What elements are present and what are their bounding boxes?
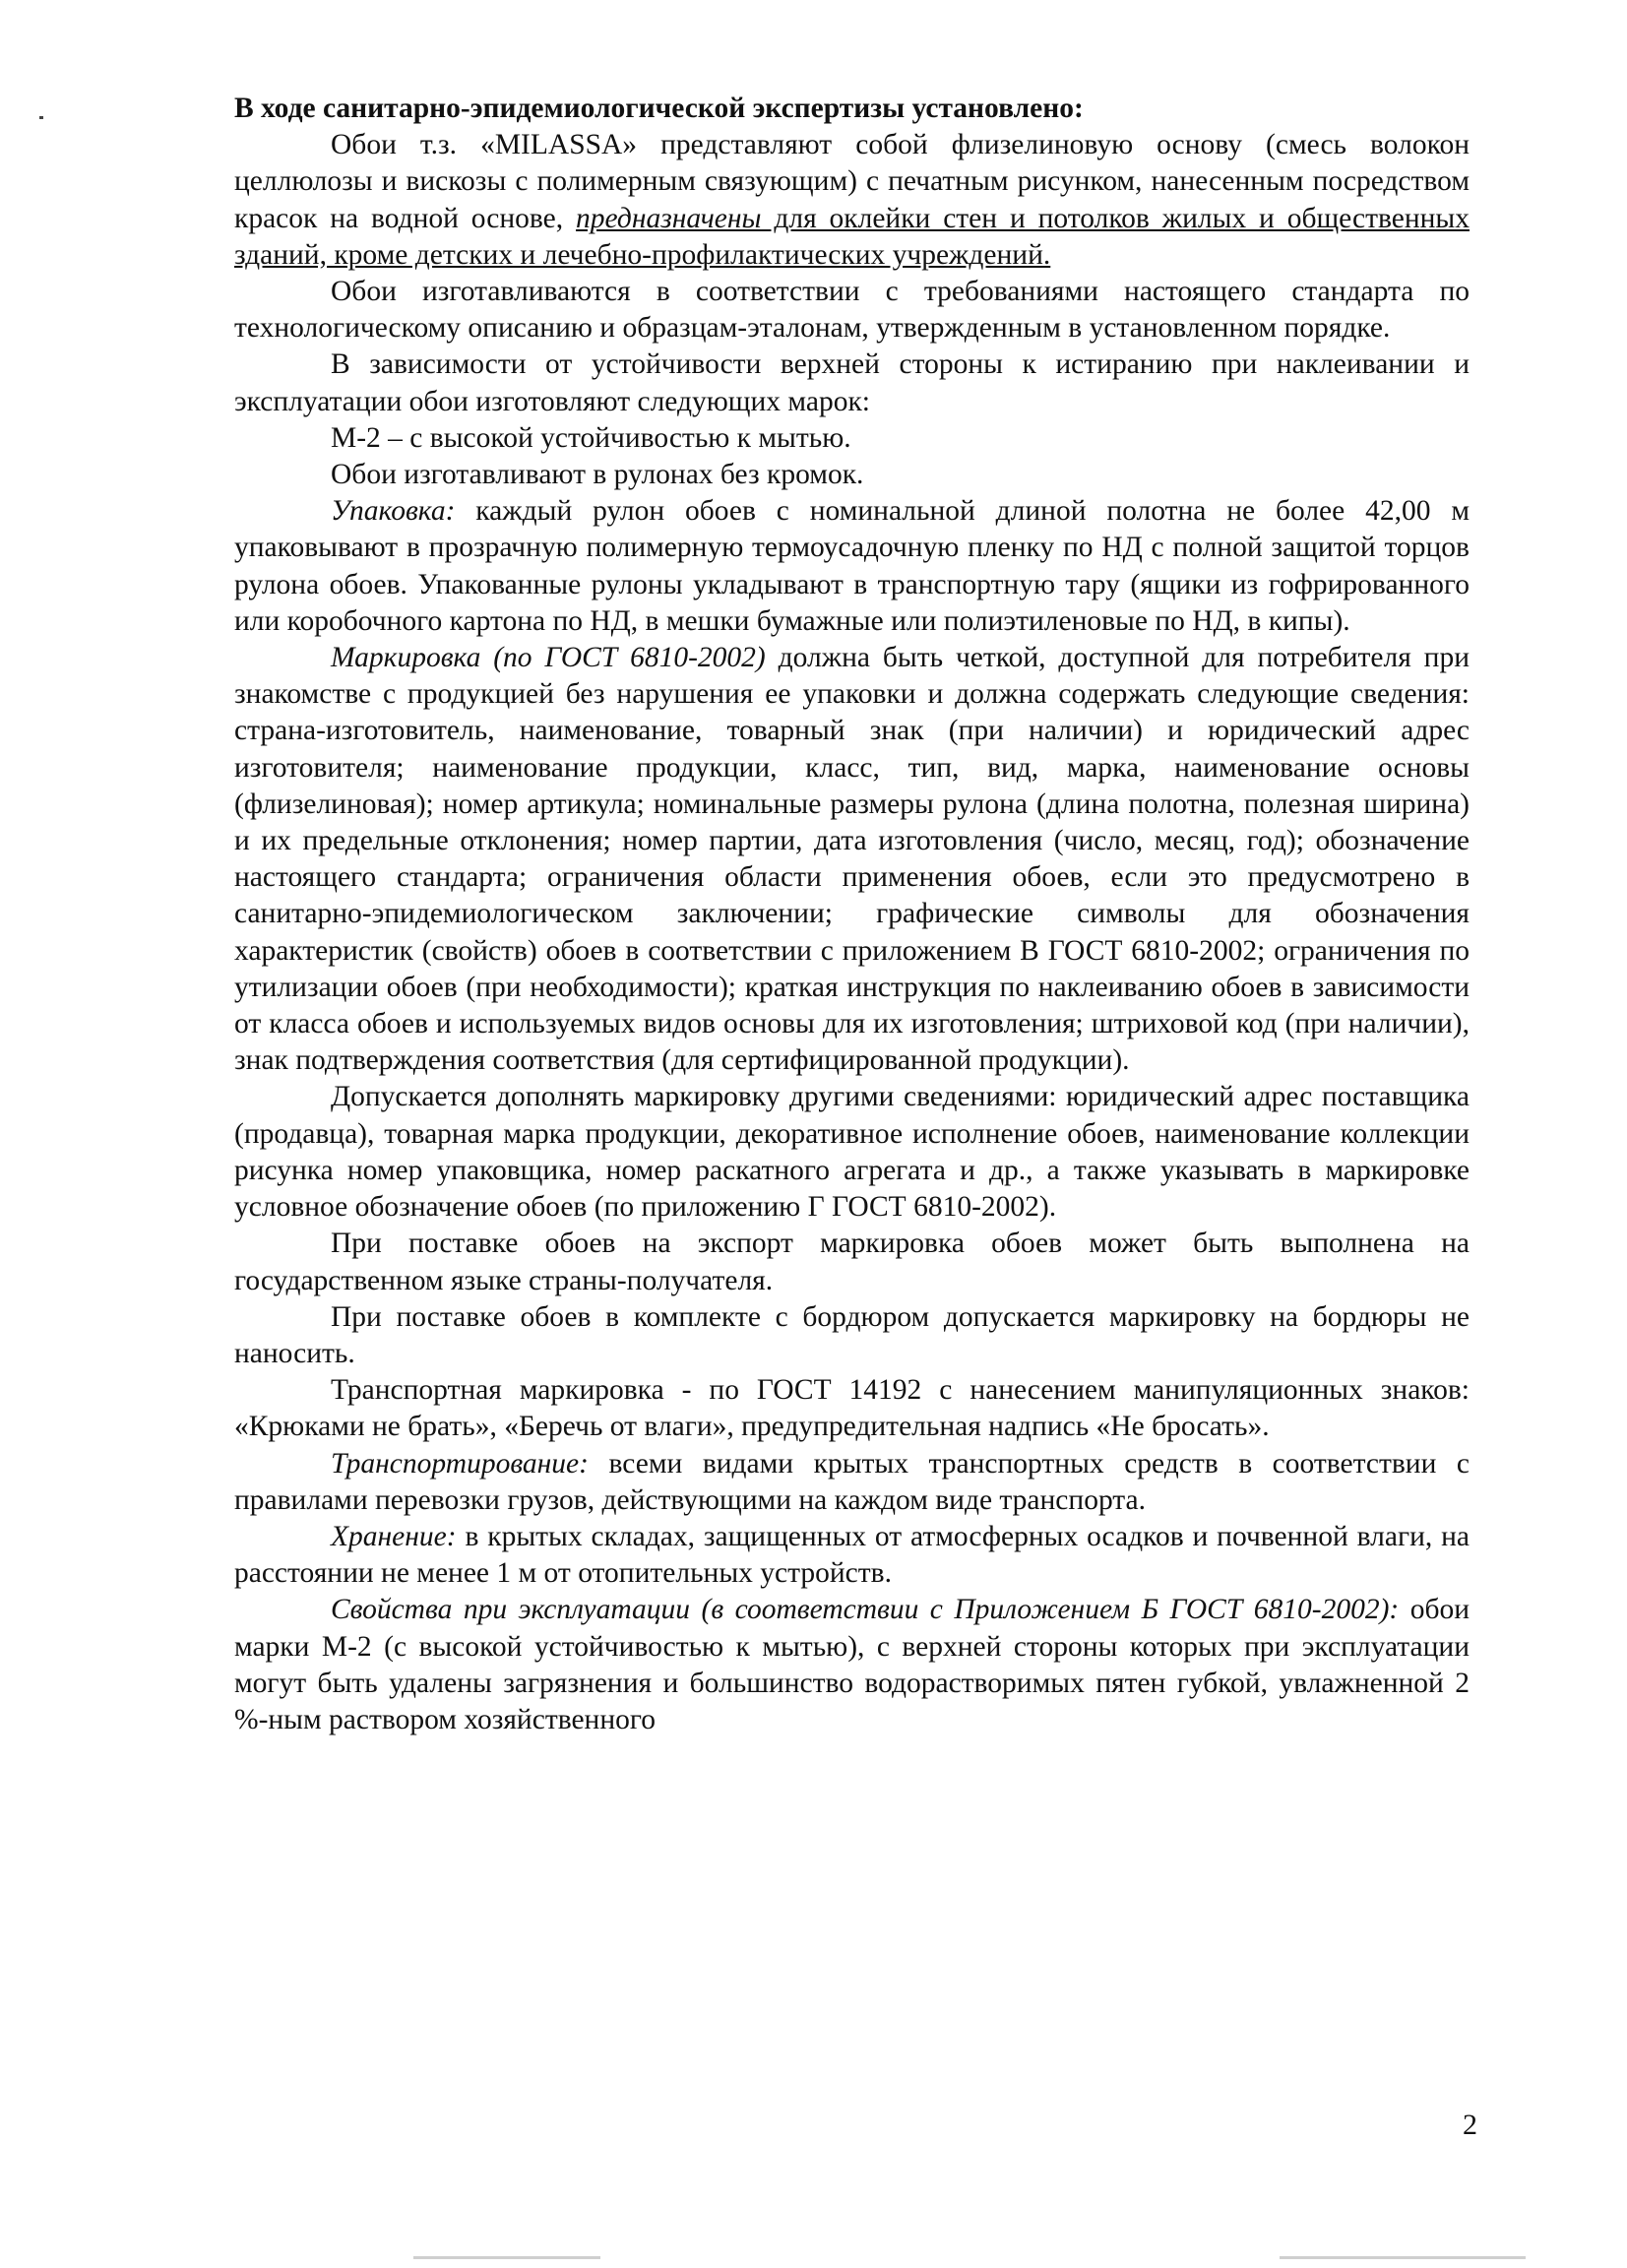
product-description-text: Обои т.з. «MILASSA» представляют собой флизелиновую основу (смесь волокон целлюлозы и вискозы с полимерным связующим) с печатным рисунком, нанесенным посредством красок на водной основе, <box>234 129 1470 234</box>
packaging-label: Упаковка: <box>331 495 456 528</box>
paragraph-packaging <box>234 493 1470 640</box>
paragraph-grades-intro: В зависимости от устойчивости верхней стороны к истиранию при наклеивании и эксплуатации обои изготовляют следующих марок: <box>234 348 1470 417</box>
scan-edge-noise <box>413 2256 600 2259</box>
scan-edge-noise <box>1280 2256 1526 2259</box>
transportation-text: всеми видами крытых транспортных средств в соответствии с правилами перевозки грузов, действующими на каждом виде транспорта. <box>234 1447 1470 1516</box>
purpose-underlined: для оклейки стен и потолков жилых и общественных зданий, кроме детских и лечебно-профилактических учреждений. <box>234 202 1470 271</box>
paragraph-rolls: Обои изготавливают в рулонах без кромок. <box>331 459 864 491</box>
paragraph-export: При поставке обоев на экспорт маркировка обоев может быть выполнена на государственном языке страны-получателя. <box>234 1228 1470 1296</box>
paragraph-border: При поставке обоев в комплекте с бордюром допускается маркировку на бордюры не наносить. <box>234 1300 1470 1369</box>
storage-text: в крытых складах, защищенных от атмосферных осадков и почвенной влаги, на расстоянии не менее 1 м от отопительных устройств. <box>234 1520 1470 1590</box>
paragraph-marking <box>234 640 1470 1079</box>
paragraph-grade-m2: М-2 – с высокой устойчивостью к мытью. <box>331 421 851 454</box>
marking-text: должна быть четкой, доступной для потребителя при знакомстве с продукцией без нарушения ее упаковки и должна содержать следующие сведения: страна-изготовитель, наименование, товарный знак (при наличии) и юридический адрес изготовителя; наименование продукции, класс, тип, вид, марка, наименование основы (флизелиновая); номер артикула; номинальные размеры рулона (длина полотна, полезная ширина) и их предельные отклонения; номер партии, дата изготовления (число, месяц, год); обозначение настоящего стандарта; ограничения области применения обоев, если это предусмотрено в санитарно-эпидемиологическом заключении; графические символы для обозначения характеристик (свойств) обоев в соответствии с приложением В ГОСТ 6810-2002; ограничения по утилизации обоев (при необходимости); краткая инструкция по наклеиванию обоев в зависимости от класса обоев и используемых видов основы для их изготовления; штриховой код (при наличии), знак подтверждения соответствия (для сертифицированной продукции). <box>234 642 1470 1077</box>
properties-label: Свойства при эксплуатации (в соответствии с Приложением Б ГОСТ 6810-2002): <box>331 1594 1400 1626</box>
paragraph-transportation <box>234 1446 1470 1519</box>
paragraph-transport-marking: Транспортная маркировка - по ГОСТ 14192 с нанесением манипуляционных знаков: «Крюками не брать», «Беречь от влаги», предупредительная надпись «Не бросать». <box>234 1374 1470 1443</box>
purpose-emphasis: предназначены <box>576 202 762 234</box>
scan-speck <box>39 116 43 119</box>
marking-label: Маркировка (по ГОСТ 6810-2002) <box>331 642 766 674</box>
transportation-label: Транспортирование: <box>331 1447 589 1480</box>
paragraph-properties <box>234 1592 1470 1738</box>
paragraph-manufacturing: Обои изготавливаются в соответствии с требованиями настоящего стандарта по технологическому описанию и образцам-эталонам, утвержденным в установленном порядке. <box>234 276 1470 345</box>
storage-label: Хранение: <box>331 1520 457 1552</box>
document-body <box>234 91 1470 1738</box>
paragraph-additional-marking: Допускается дополнять маркировку другими сведениями: юридический адрес поставщика (продавца), товарная марка продукции, декоративное исполнение обоев, наименование коллекции рисунка номер упаковщика, номер раскатного агрегата и др., а также указывать в маркировке условное обозначение обоев (по приложению Г ГОСТ 6810-2002). <box>234 1081 1470 1224</box>
packaging-text: каждый рулон обоев с номинальной длиной полотна не более 42,00 м упаковывают в прозрачную полимерную термоусадочную пленку по НД с полной защитой торцов рулона обоев. Упакованные рулоны укладывают в транспортную тару (ящики из гофрированного или коробочного картона по НД, в мешки бумажные или полиэтиленовые по НД, в кипы). <box>234 495 1470 637</box>
paragraph-product-description <box>234 127 1470 274</box>
page-number: 2 <box>1463 2109 1477 2141</box>
section-heading: В ходе санитарно-эпидемиологической экспертизы установлено: <box>234 93 1084 124</box>
properties-text: обои марки М-2 (с высокой устойчивостью к мытью), с верхней стороны которых при эксплуатации могут быть удалены загрязнения и большинство водорастворимых пятен губкой, увлажненной 2 %-ным раствором хозяйственного <box>234 1594 1470 1735</box>
paragraph-storage <box>234 1519 1470 1592</box>
